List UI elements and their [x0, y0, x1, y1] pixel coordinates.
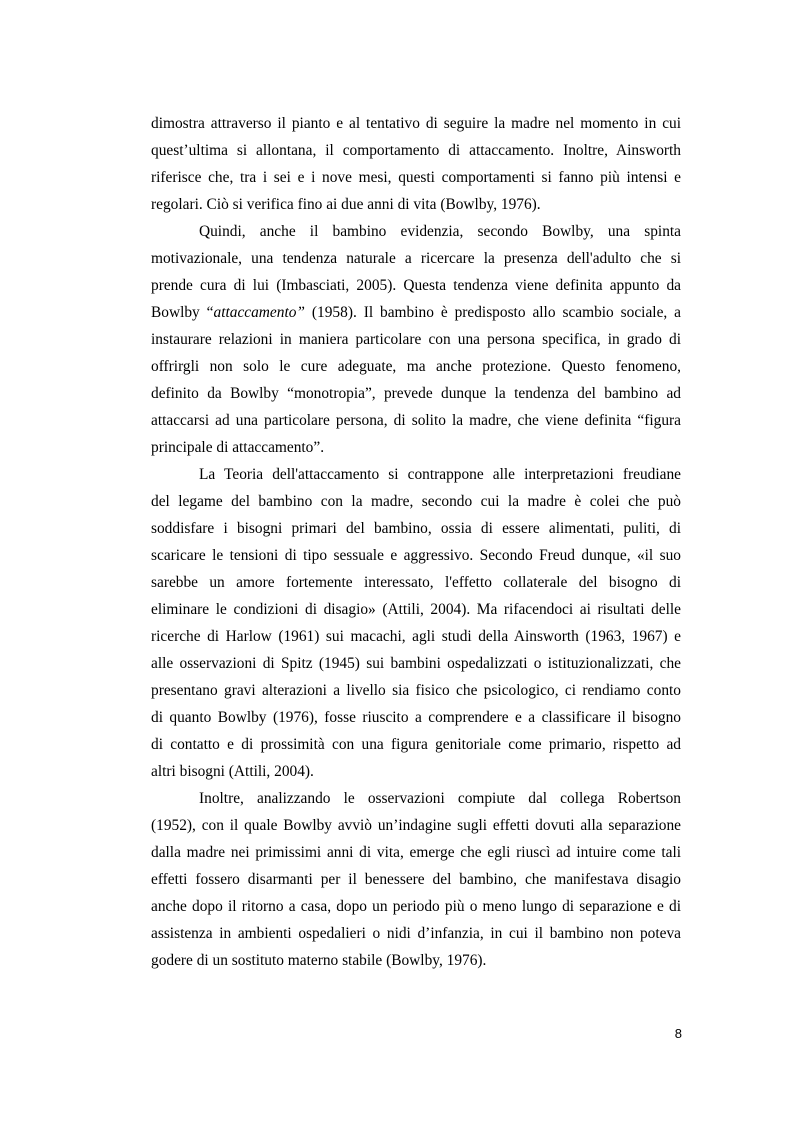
- text-segment: altri bisogni (Attili, 2004).: [151, 763, 314, 780]
- text-line: [151, 681, 681, 701]
- text-line: [151, 114, 681, 134]
- text-line: [151, 735, 681, 755]
- text-line: [151, 249, 681, 269]
- text-segment: Bowlby “: [151, 304, 214, 321]
- text-segment: riferisce che, tra i sei e i nove mesi, questi comportamenti si fanno più intensi e: [151, 169, 681, 186]
- text-segment: principale di attaccamento”.: [151, 439, 325, 456]
- text-line: [151, 654, 681, 674]
- text-line: [151, 492, 681, 512]
- text-line: [151, 195, 681, 215]
- text-segment: instaurare relazioni in maniera particolare con una persona specifica, in grado di: [151, 331, 681, 348]
- text-segment: dimostra attraverso il pianto e al tentativo di seguire la madre nel momento in cui: [151, 115, 681, 132]
- text-line: [151, 627, 681, 647]
- text-segment: attaccarsi ad una particolare persona, di solito la madre, che viene definita “figura: [151, 412, 681, 429]
- text-line: [151, 276, 681, 296]
- page-number: 8: [674, 1026, 682, 1041]
- text-segment: scaricare le tensioni di tipo sessuale e aggressivo. Secondo Freud dunque, «il suo: [151, 547, 681, 564]
- text-line: [199, 789, 681, 809]
- text-segment: Inoltre, analizzando le osservazioni compiute dal collega Robertson: [199, 790, 681, 807]
- text-segment: regolari. Ciò si verifica fino ai due anni di vita (Bowlby, 1976).: [151, 196, 541, 213]
- text-segment: presentano gravi alterazioni a livello sia fisico che psicologico, ci rendiamo conto: [151, 682, 681, 699]
- text-segment: di quanto Bowlby (1976), fosse riuscito a comprendere e a classificare il bisogno: [151, 709, 681, 726]
- text-segment: La Teoria dell'attaccamento si contrappone alle interpretazioni freudiane: [199, 466, 681, 483]
- text-line: [151, 357, 681, 377]
- text-segment: alle osservazioni di Spitz (1945) sui bambini ospedalizzati o istituzionalizzati, che: [151, 655, 681, 672]
- text-line: [151, 897, 681, 917]
- text-line: [151, 924, 681, 944]
- text-segment: del legame del bambino con la madre, secondo cui la madre è colei che può: [151, 493, 681, 510]
- text-line: [151, 708, 681, 728]
- text-line: [151, 519, 681, 539]
- text-line: [151, 816, 681, 836]
- italic-text-segment: attaccamento”: [213, 304, 305, 321]
- text-segment: quest’ultima si allontana, il comportamento di attaccamento. Inoltre, Ainsworth: [151, 142, 681, 159]
- text-line: [151, 384, 681, 404]
- text-segment: (1958). Il bambino è predisposto allo scambio sociale, a: [304, 304, 682, 321]
- text-line: [151, 438, 681, 458]
- text-segment: definito da Bowlby “monotropia”, prevede dunque la tendenza del bambino ad: [151, 385, 681, 402]
- text-segment: motivazionale, una tendenza naturale a ricercare la presenza dell'adulto che si: [151, 250, 681, 267]
- text-line: [151, 762, 681, 782]
- text-segment: godere di un sostituto materno stabile (Bowlby, 1976).: [151, 952, 487, 969]
- text-line: [199, 222, 681, 242]
- text-line: [151, 843, 681, 863]
- text-segment: effetti fossero disarmanti per il benessere del bambino, che manifestava disagio: [151, 871, 681, 888]
- text-line: [151, 303, 681, 323]
- text-line: [151, 546, 681, 566]
- text-line: [151, 168, 681, 188]
- text-segment: sarebbe un amore fortemente interessato, l'effetto collaterale del bisogno di: [151, 574, 681, 591]
- text-segment: ricerche di Harlow (1961) sui macachi, agli studi della Ainsworth (1963, 1967) e: [151, 628, 681, 645]
- text-line: [199, 465, 681, 485]
- text-segment: dalla madre nei primissimi anni di vita, emerge che egli riuscì ad intuire come tali: [151, 844, 681, 861]
- text-segment: Quindi, anche il bambino evidenzia, secondo Bowlby, una spinta: [199, 223, 681, 240]
- text-segment: eliminare le condizioni di disagio» (Attili, 2004). Ma rifacendoci ai risultati delle: [151, 601, 681, 618]
- text-segment: soddisfare i bisogni primari del bambino, ossia di essere alimentati, puliti, di: [151, 520, 681, 537]
- text-line: [151, 951, 681, 971]
- text-segment: prende cura di lui (Imbasciati, 2005). Questa tendenza viene definita appunto da: [151, 277, 681, 294]
- text-segment: di contatto e di prossimità con una figura genitoriale come primario, rispetto ad: [151, 736, 681, 753]
- text-line: [151, 330, 681, 350]
- text-segment: anche dopo il ritorno a casa, dopo un periodo più o meno lungo di separazione e di: [151, 898, 681, 915]
- text-line: [151, 600, 681, 620]
- text-segment: offrirgli non solo le cure adeguate, ma anche protezione. Questo fenomeno,: [151, 358, 681, 375]
- text-line: [151, 411, 681, 431]
- text-segment: assistenza in ambienti ospedalieri o nidi d’infanzia, in cui il bambino non poteva: [151, 925, 681, 942]
- text-line: [151, 141, 681, 161]
- text-line: [151, 870, 681, 890]
- text-segment: (1952), con il quale Bowlby avviò un’indagine sugli effetti dovuti alla separazione: [151, 817, 681, 834]
- text-line: [151, 573, 681, 593]
